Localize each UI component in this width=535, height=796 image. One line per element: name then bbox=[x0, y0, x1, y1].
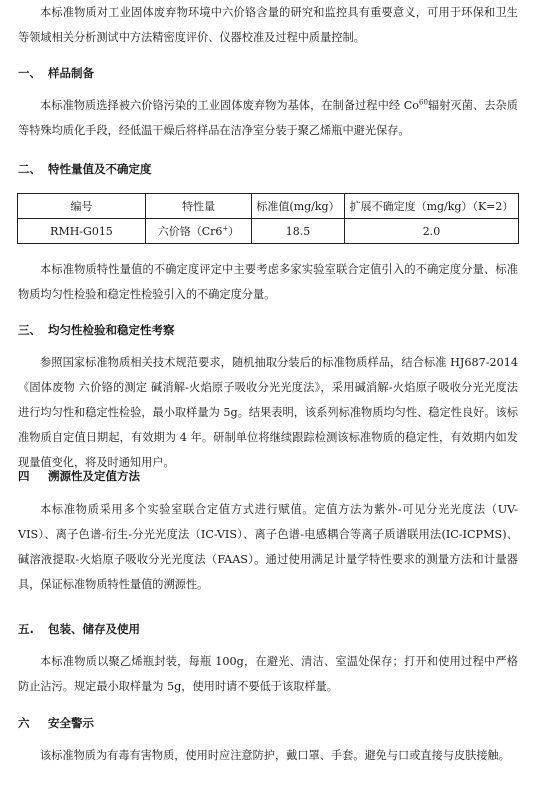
uncertainty-cell: 2.0 bbox=[345, 219, 519, 244]
table-row bbox=[18, 219, 519, 244]
text-span: ） bbox=[228, 225, 240, 238]
section-title: 包装、储存及使用 bbox=[48, 622, 140, 636]
header-cell: 特性量 bbox=[146, 194, 252, 219]
safety-paragraph: 该标准物质为有毒有害物质，使用时应注意防护，戴口罩、手套。避免与口或直接与皮肤接触。 bbox=[40, 749, 510, 762]
section-number: 五. bbox=[18, 622, 34, 636]
section-number: 三、 bbox=[18, 323, 41, 337]
section-number: 四 bbox=[18, 469, 30, 483]
header-cell: 扩展不确定度（mg/kg）（K=2） bbox=[345, 194, 519, 219]
text-span: 六价铬（Cr6 bbox=[157, 225, 223, 238]
section-title: 溯源性及定值方法 bbox=[48, 469, 140, 483]
uncertainty-paragraph: 本标准物质特性量值的不确定度评定中主要考虑多家实验室联合定值引入的不确定度分量、标准物质均匀性检验和稳定性检验引入的不确定度分量。 bbox=[18, 263, 518, 301]
property-value-table bbox=[17, 193, 519, 244]
section-heading-2 bbox=[18, 160, 518, 178]
header-cell: 标准值(mg/kg） bbox=[252, 194, 345, 219]
text-span: 辐射灭菌、去杂质等特殊均质化手段，经低温干燥后将样品在洁净室分装于聚乙烯瓶中避光保存。 bbox=[18, 99, 518, 137]
section-title: 样品制备 bbox=[48, 66, 94, 80]
section-title: 均匀性检验和稳定性考察 bbox=[48, 323, 175, 337]
section-title: 特性量值及不确定度 bbox=[48, 162, 152, 176]
table-header-row bbox=[18, 194, 519, 219]
section-heading-4 bbox=[18, 467, 518, 485]
header-cell: 编号 bbox=[18, 194, 146, 219]
homogeneity-paragraph: 参照国家标准物质相关技术规范要求，随机抽取分装后的标准物质样品，结合标准 HJ687-2014《固体废物 六价铬的测定 碱消解-火焰原子吸收分光光度法》，采用碱消解-火焰原子吸收分光光度法进行均匀性和稳定性检验，最小取样量为 5g。结果表明，该系列标准物质均匀性、稳定性良好。该标准物质自定值日期起，有效期为 4 年。研制单位将继续跟踪检测该标准物质的稳定性，有效期内如发现量值变化，将及时通知用户。 bbox=[18, 356, 518, 469]
section-title: 安全警示 bbox=[48, 716, 94, 730]
intro-paragraph: 本标准物质对工业固体废弃物环境中六价铬含量的研究和监控具有重要意义，可用于环保和卫生等领域相关分析测试中方法精密度评价、仪器校准及过程中质量控制。 bbox=[18, 6, 518, 44]
section-number: 一、 bbox=[18, 66, 41, 80]
superscript: 60 bbox=[419, 98, 428, 107]
id-cell: RMH-G015 bbox=[18, 219, 146, 244]
text-span: 本标准物质选择被六价铬污染的工业固体废弃物为基体，在制备过程中经 Co bbox=[40, 99, 420, 112]
section-number: 二、 bbox=[18, 162, 41, 176]
packaging-paragraph: 本标准物质以聚乙烯瓶封装，每瓶 100g，在避光、清洁、室温处保存；打开和使用过程中严格防止沾污。规定最小取样量为 5g，使用时请不要低于该取样量。 bbox=[18, 655, 518, 693]
section-heading-5 bbox=[18, 620, 518, 638]
value-cell: 18.5 bbox=[252, 219, 345, 244]
section-heading-1 bbox=[18, 64, 518, 82]
property-cell bbox=[146, 219, 252, 244]
sample-prep-paragraph bbox=[18, 93, 518, 143]
superscript: + bbox=[222, 224, 229, 233]
section-heading-3 bbox=[18, 321, 518, 339]
traceability-paragraph: 本标准物质采用多个实验室联合定值方式进行赋值。定值方法为紫外-可见分光光度法（UV-VIS）、离子色谱-衍生-分光光度法（IC-VIS）、离子色谱-电感耦合等离子质谱联用法(IC-ICPMS)、碱溶液提取-火焰原子吸收分光光度法（FAAS）。通过使用满足计量学特性要求的测量方法和计量器具，保证标准物质特性量值的溯源性。 bbox=[18, 503, 518, 591]
section-number: 六 bbox=[18, 716, 30, 730]
section-heading-6 bbox=[18, 714, 518, 732]
